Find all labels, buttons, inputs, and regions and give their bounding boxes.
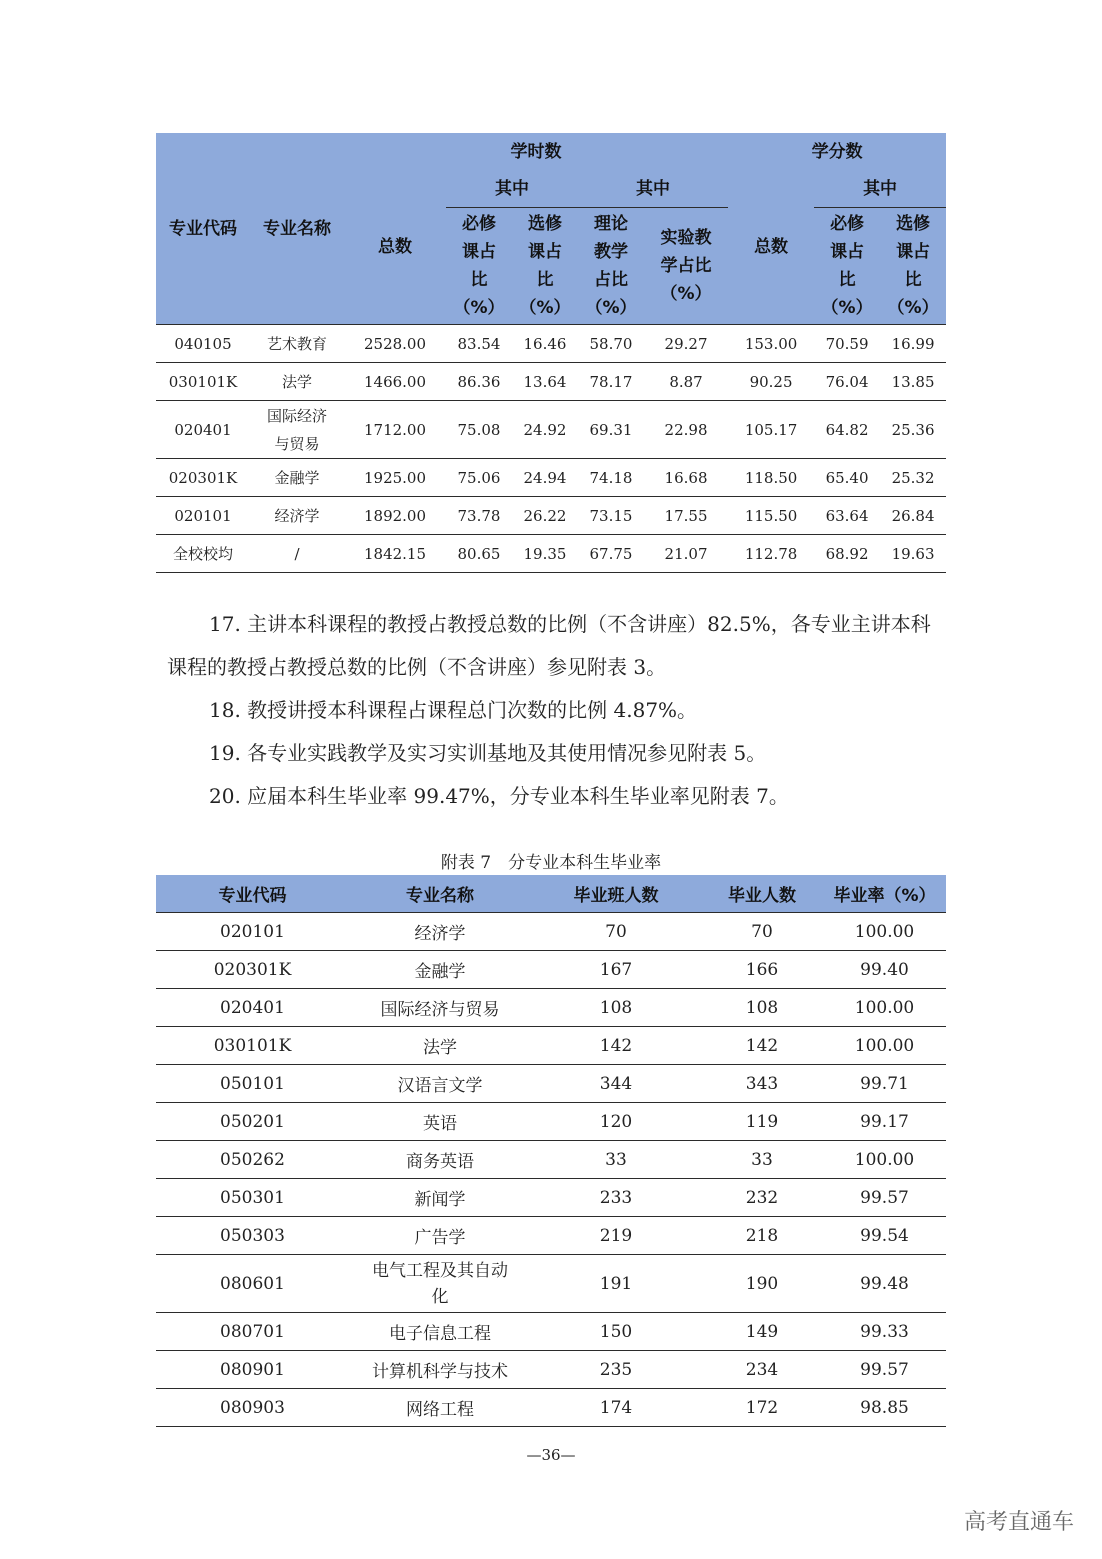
cell-theory: 67.75 xyxy=(578,535,644,573)
cell-name: 网络工程 xyxy=(349,1389,531,1427)
table-row xyxy=(156,1389,946,1427)
header-graduation-rate: 毕业率（%） xyxy=(823,875,946,913)
cell-graduate-count: 166 xyxy=(701,951,823,989)
table-caption: 附表 7 分专业本科生毕业率 xyxy=(440,853,662,873)
cell-experiment: 22.98 xyxy=(644,401,728,459)
cell-required: 83.54 xyxy=(446,325,512,363)
cell-graduate-count: 218 xyxy=(701,1217,823,1255)
table-row xyxy=(156,1103,946,1141)
table-row xyxy=(156,1141,946,1179)
table-row xyxy=(156,401,946,459)
cell-name: 金融学 xyxy=(250,459,344,497)
cell-rate: 99.17 xyxy=(823,1103,946,1141)
cell-credit-elective: 19.63 xyxy=(880,535,946,573)
cell-theory: 73.15 xyxy=(578,497,644,535)
table-row xyxy=(156,1255,946,1313)
cell-theory: 74.18 xyxy=(578,459,644,497)
cell-rate: 100.00 xyxy=(823,1141,946,1179)
cell-credit-required: 70.59 xyxy=(814,325,880,363)
cell-class-count: 191 xyxy=(531,1255,701,1313)
table-row xyxy=(156,1351,946,1389)
cell-credit-total: 115.50 xyxy=(728,497,814,535)
cell-elective: 16.46 xyxy=(512,325,578,363)
cell-name: 电气工程及其自动 化 xyxy=(349,1255,531,1313)
header-credits-sub: 其中 xyxy=(814,170,946,208)
header-hours-sub-a: 其中 xyxy=(446,170,578,208)
cell-total: 2528.00 xyxy=(344,325,446,363)
cell-code: 030101K xyxy=(156,363,250,401)
cell-rate: 99.57 xyxy=(823,1179,946,1217)
cell-required: 75.08 xyxy=(446,401,512,459)
header-required-ratio: 必修 课占 比 （%） xyxy=(446,208,512,325)
cell-name: 国际经济 与贸易 xyxy=(250,401,344,459)
cell-experiment: 8.87 xyxy=(644,363,728,401)
cell-code: 020401 xyxy=(156,401,250,459)
cell-class-count: 150 xyxy=(531,1313,701,1351)
cell-credit-elective: 25.32 xyxy=(880,459,946,497)
cell-graduate-count: 149 xyxy=(701,1313,823,1351)
cell-theory: 78.17 xyxy=(578,363,644,401)
cell-name: 法学 xyxy=(250,363,344,401)
cell-elective: 19.35 xyxy=(512,535,578,573)
cell-total: 1466.00 xyxy=(344,363,446,401)
cell-experiment: 16.68 xyxy=(644,459,728,497)
cell-rate: 98.85 xyxy=(823,1389,946,1427)
header-credit-elective-ratio: 选修 课占 比 （%） xyxy=(880,208,946,325)
table-row xyxy=(156,497,946,535)
header-hours-total: 总数 xyxy=(344,170,446,325)
paragraph-19: 19. 各专业实践教学及实习实训基地及其使用情况参见附表 5。 xyxy=(209,741,767,765)
cell-graduate-count: 172 xyxy=(701,1389,823,1427)
cell-rate: 99.71 xyxy=(823,1065,946,1103)
cell-credit-total: 90.25 xyxy=(728,363,814,401)
cell-rate: 100.00 xyxy=(823,913,946,951)
table-row xyxy=(156,951,946,989)
cell-experiment: 17.55 xyxy=(644,497,728,535)
cell-credit-required: 68.92 xyxy=(814,535,880,573)
header-graduate-count: 毕业人数 xyxy=(701,875,823,913)
cell-rate: 99.48 xyxy=(823,1255,946,1313)
table-row xyxy=(156,1313,946,1351)
cell-graduate-count: 343 xyxy=(701,1065,823,1103)
cell-code: 080701 xyxy=(156,1313,349,1351)
table-row xyxy=(156,459,946,497)
cell-code: 全校校均 xyxy=(156,535,250,573)
table-row xyxy=(156,989,946,1027)
cell-experiment: 29.27 xyxy=(644,325,728,363)
header-class-count: 毕业班人数 xyxy=(531,875,701,913)
cell-code: 040105 xyxy=(156,325,250,363)
cell-experiment: 21.07 xyxy=(644,535,728,573)
header-credits-total: 总数 xyxy=(728,170,814,325)
cell-total: 1712.00 xyxy=(344,401,446,459)
cell-graduate-count: 234 xyxy=(701,1351,823,1389)
cell-name: 新闻学 xyxy=(349,1179,531,1217)
cell-name: 商务英语 xyxy=(349,1141,531,1179)
header-credit-required-ratio: 必修 课占 比 （%） xyxy=(814,208,880,325)
cell-code: 050101 xyxy=(156,1065,349,1103)
cell-code: 030101K xyxy=(156,1027,349,1065)
cell-rate: 100.00 xyxy=(823,989,946,1027)
cell-class-count: 33 xyxy=(531,1141,701,1179)
header-hours-group: 学时数 xyxy=(344,133,728,170)
table-row xyxy=(156,1179,946,1217)
cell-total: 1892.00 xyxy=(344,497,446,535)
cell-credit-total: 153.00 xyxy=(728,325,814,363)
table-row xyxy=(156,325,946,363)
cell-total: 1842.15 xyxy=(344,535,446,573)
table-row xyxy=(156,1217,946,1255)
cell-total: 1925.00 xyxy=(344,459,446,497)
cell-required: 73.78 xyxy=(446,497,512,535)
header-hours-sub-b: 其中 xyxy=(578,170,728,208)
cell-name: 法学 xyxy=(349,1027,531,1065)
cell-rate: 99.57 xyxy=(823,1351,946,1389)
cell-theory: 58.70 xyxy=(578,325,644,363)
cell-credit-elective: 26.84 xyxy=(880,497,946,535)
cell-code: 020101 xyxy=(156,913,349,951)
cell-class-count: 142 xyxy=(531,1027,701,1065)
body-text xyxy=(167,603,937,818)
header-major-name: 专业名称 xyxy=(349,875,531,913)
cell-name: 英语 xyxy=(349,1103,531,1141)
table-row xyxy=(156,913,946,951)
cell-name: 艺术教育 xyxy=(250,325,344,363)
cell-credit-elective: 16.99 xyxy=(880,325,946,363)
cell-code: 050303 xyxy=(156,1217,349,1255)
cell-code: 020301K xyxy=(156,459,250,497)
cell-code: 050301 xyxy=(156,1179,349,1217)
cell-graduate-count: 190 xyxy=(701,1255,823,1313)
cell-credit-total: 112.78 xyxy=(728,535,814,573)
cell-code: 020401 xyxy=(156,989,349,1027)
graduation-rate-table xyxy=(156,875,946,1427)
cell-class-count: 235 xyxy=(531,1351,701,1389)
paragraph-17: 17. 主讲本科课程的教授占教授总数的比例（不含讲座）82.5%，各专业主讲本科课程的教授占教授总数的比例（不含讲座）参见附表 3。 xyxy=(167,612,931,679)
header-major-name: 专业名称 xyxy=(250,133,344,325)
cell-class-count: 120 xyxy=(531,1103,701,1141)
cell-credit-required: 63.64 xyxy=(814,497,880,535)
cell-class-count: 219 xyxy=(531,1217,701,1255)
cell-credit-required: 76.04 xyxy=(814,363,880,401)
cell-elective: 24.92 xyxy=(512,401,578,459)
cell-code: 020101 xyxy=(156,497,250,535)
cell-credit-elective: 25.36 xyxy=(880,401,946,459)
table-row xyxy=(156,1027,946,1065)
cell-elective: 26.22 xyxy=(512,497,578,535)
cell-name: 经济学 xyxy=(349,913,531,951)
header-credits-group: 学分数 xyxy=(728,133,946,170)
cell-graduate-count: 142 xyxy=(701,1027,823,1065)
cell-name: 经济学 xyxy=(250,497,344,535)
paragraph-20: 20. 应届本科生毕业率 99.47%，分专业本科生毕业率见附表 7。 xyxy=(209,784,789,808)
header-theory-ratio: 理论 教学 占比 （%） xyxy=(578,208,644,325)
header-major-code: 专业代码 xyxy=(156,133,250,325)
cell-code: 020301K xyxy=(156,951,349,989)
cell-required: 75.06 xyxy=(446,459,512,497)
cell-class-count: 233 xyxy=(531,1179,701,1217)
cell-graduate-count: 70 xyxy=(701,913,823,951)
paragraph-18: 18. 教授讲授本科课程占课程总门次数的比例 4.87%。 xyxy=(209,698,698,722)
cell-name: / xyxy=(250,535,344,573)
cell-graduate-count: 119 xyxy=(701,1103,823,1141)
curriculum-hours-table xyxy=(156,133,946,573)
cell-code: 050262 xyxy=(156,1141,349,1179)
cell-rate: 99.40 xyxy=(823,951,946,989)
cell-name: 金融学 xyxy=(349,951,531,989)
cell-credit-total: 105.17 xyxy=(728,401,814,459)
cell-elective: 24.94 xyxy=(512,459,578,497)
graduation-table-body xyxy=(156,913,946,1427)
cell-graduate-count: 232 xyxy=(701,1179,823,1217)
cell-theory: 69.31 xyxy=(578,401,644,459)
cell-code: 080903 xyxy=(156,1389,349,1427)
cell-name: 计算机科学与技术 xyxy=(349,1351,531,1389)
cell-rate: 100.00 xyxy=(823,1027,946,1065)
cell-name: 国际经济与贸易 xyxy=(349,989,531,1027)
header-major-code: 专业代码 xyxy=(156,875,349,913)
cell-code: 080901 xyxy=(156,1351,349,1389)
header-elective-ratio: 选修 课占 比 （%） xyxy=(512,208,578,325)
header-experiment-ratio: 实验教 学占比 （%） xyxy=(644,208,728,325)
cell-graduate-count: 33 xyxy=(701,1141,823,1179)
table-row-average xyxy=(156,535,946,573)
cell-name: 汉语言文学 xyxy=(349,1065,531,1103)
cell-class-count: 70 xyxy=(531,913,701,951)
cell-required: 80.65 xyxy=(446,535,512,573)
curriculum-table-body xyxy=(156,325,946,573)
cell-name: 电子信息工程 xyxy=(349,1313,531,1351)
cell-credit-elective: 13.85 xyxy=(880,363,946,401)
cell-credit-required: 65.40 xyxy=(814,459,880,497)
cell-rate: 99.54 xyxy=(823,1217,946,1255)
cell-code: 050201 xyxy=(156,1103,349,1141)
cell-graduate-count: 108 xyxy=(701,989,823,1027)
cell-class-count: 344 xyxy=(531,1065,701,1103)
page-number: —36— xyxy=(526,1446,576,1464)
cell-elective: 13.64 xyxy=(512,363,578,401)
cell-class-count: 167 xyxy=(531,951,701,989)
cell-required: 86.36 xyxy=(446,363,512,401)
table-row xyxy=(156,363,946,401)
watermark: 高考直通车 xyxy=(963,1510,1074,1535)
cell-credit-total: 118.50 xyxy=(728,459,814,497)
cell-name: 广告学 xyxy=(349,1217,531,1255)
cell-class-count: 174 xyxy=(531,1389,701,1427)
cell-credit-required: 64.82 xyxy=(814,401,880,459)
cell-code: 080601 xyxy=(156,1255,349,1313)
cell-rate: 99.33 xyxy=(823,1313,946,1351)
cell-class-count: 108 xyxy=(531,989,701,1027)
table-row xyxy=(156,1065,946,1103)
